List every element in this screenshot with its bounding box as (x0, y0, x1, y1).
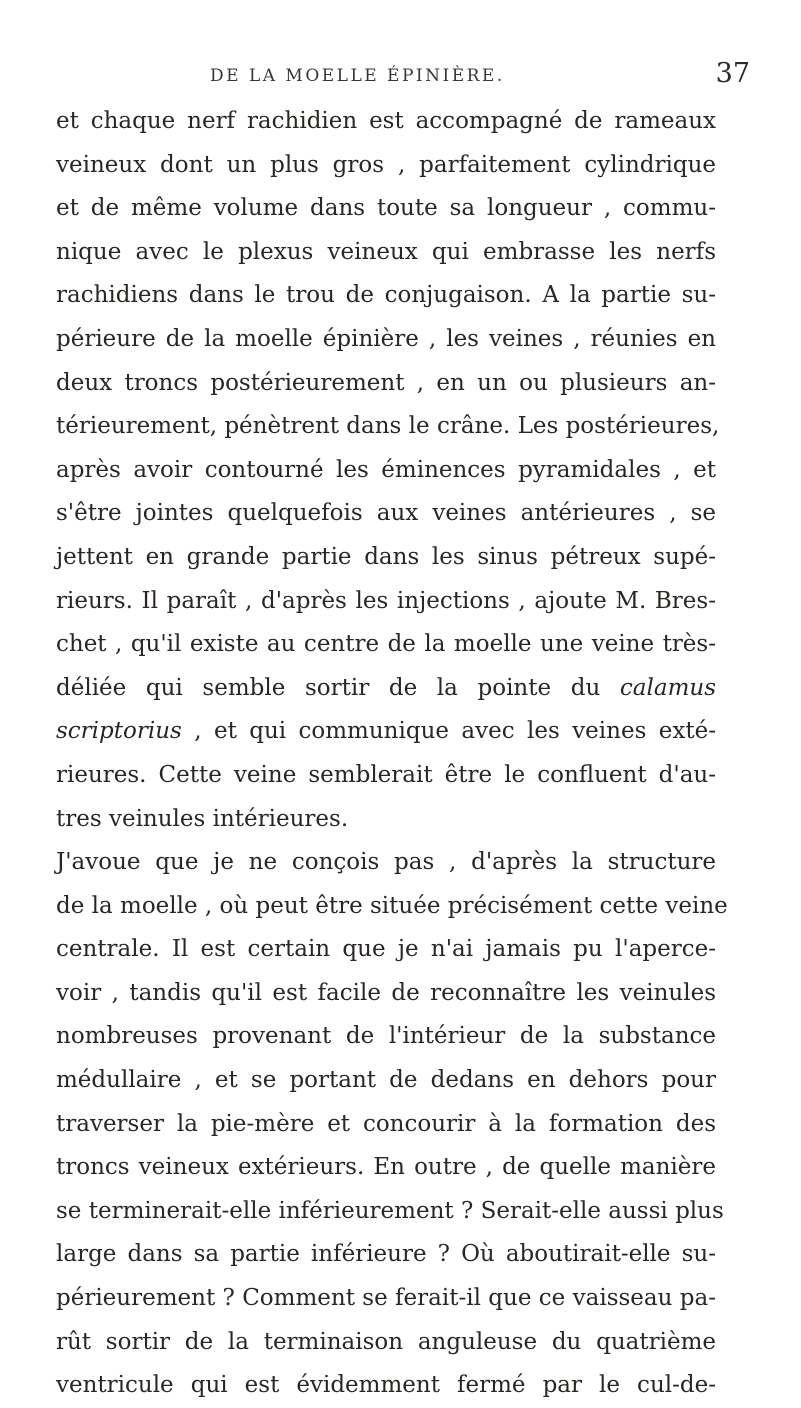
text-line: centrale. Il est certain que je n'ai jamais pu l'aperce- (56, 936, 716, 963)
text-line-roman: déliée qui semble sortir de la pointe du (56, 674, 601, 701)
text-line: après avoir contourné les éminences pyramidales , et (56, 456, 716, 483)
text-line: jettent en grande partie dans les sinus pétreux supé- (56, 543, 716, 570)
text-line: troncs veineux extérieurs. En outre , de quelle manière (56, 1154, 716, 1181)
italic-term: calamus (619, 674, 716, 701)
text-line: de la moelle , où peut être située précisément cette veine (56, 892, 728, 919)
paragraph-first-line: J'avoue que je ne conçois pas , d'après la structure (56, 849, 716, 876)
text-line: s'être jointes quelquefois aux veines antérieures , se (56, 500, 716, 527)
text-line: rieures. Cette veine semblerait être le confluent d'au- (56, 761, 716, 788)
text-line: médullaire , et se portant de dedans en dehors pour (56, 1067, 716, 1094)
italic-term: scriptorius (56, 718, 182, 745)
text-line: rût sortir de la terminaison anguleuse du quatrième (56, 1328, 716, 1355)
text-line: chet , qu'il existe au centre de la moelle une veine très- (56, 631, 716, 658)
text-line: et chaque nerf rachidien est accompagné de rameaux (56, 108, 716, 134)
text-line-with-italic (56, 667, 716, 711)
text-line: nique avec le plexus veineux qui embrasse les nerfs (56, 238, 716, 265)
body-text (56, 100, 728, 1408)
text-line: et de même volume dans toute sa longueur , commu- (56, 195, 716, 222)
page-number: 37 (715, 58, 750, 89)
text-line: périeure de la moelle épinière , les veines , réunies en (56, 325, 716, 352)
text-line: périeurement ? Comment se ferait-il que ce vaisseau pa- (56, 1285, 716, 1312)
text-line-with-italic (56, 710, 716, 754)
text-line: ventricule qui est évidemment fermé par le cul-de- (56, 1372, 716, 1399)
text-line: traverser la pie-mère et concourir à la formation des (56, 1110, 716, 1137)
text-line-roman: , et qui communique avec les veines exté- (181, 718, 716, 745)
text-line: rachidiens dans le trou de conjugaison. A la partie su- (56, 282, 716, 309)
text-line: rieurs. Il paraît , d'après les injections , ajoute M. Bres- (56, 587, 716, 614)
running-header (40, 58, 750, 92)
running-header-title: DE LA MOELLE ÉPINIÈRE. (210, 66, 505, 86)
text-line: veineux dont un plus gros , parfaitement cylindrique (56, 151, 716, 178)
text-line: large dans sa partie inférieure ? Où aboutirait-elle su- (56, 1241, 716, 1268)
text-line: tres veinules intérieures. (56, 805, 349, 832)
text-line: se terminerait-elle inférieurement ? Serait-elle aussi plus (56, 1197, 724, 1224)
text-line: voir , tandis qu'il est facile de reconnaître les veinules (56, 979, 716, 1006)
text-line: deux troncs postérieurement , en un ou plusieurs an- (56, 369, 716, 396)
text-line: nombreuses provenant de l'intérieur de la substance (56, 1023, 716, 1050)
text-line: térieurement, pénètrent dans le crâne. Les postérieures, (56, 413, 720, 440)
